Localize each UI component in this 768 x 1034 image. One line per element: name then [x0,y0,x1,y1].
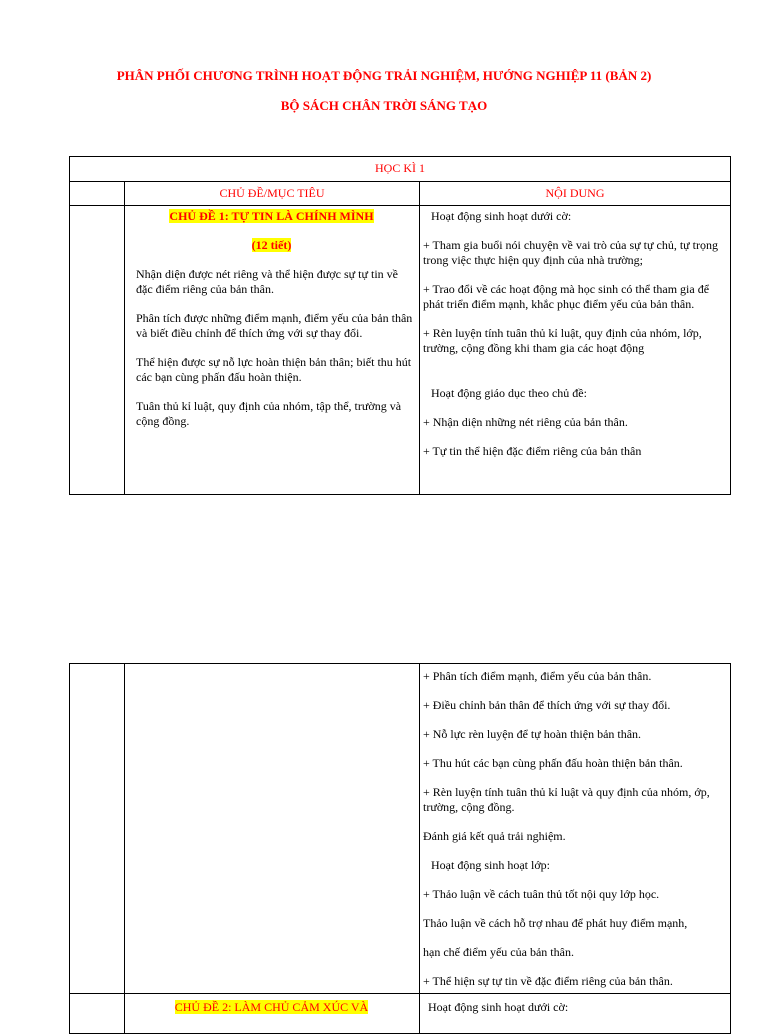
content-cell [420,206,731,495]
term-header: HỌC KÌ 1 [70,157,731,182]
topic-column-header: CHỦ ĐỀ/MỤC TIÊU [125,181,420,206]
document-subtitle: BỘ SÁCH CHÂN TRỜI SÁNG TẠO [280,98,488,113]
content-item: Đánh giá kết quả trải nghiệm. [423,829,566,843]
content-heading: Hoạt động giáo dục theo chủ đề: [431,386,587,400]
topic-cell [125,206,420,495]
continued-row [70,664,731,994]
topic-title: CHỦ ĐỀ 1: TỰ TIN LÀ CHÍNH MÌNH [169,209,374,223]
document-title: PHÂN PHỐI CHƯƠNG TRÌNH HOẠT ĐỘNG TRẢI NGHIỆM, HƯỚNG NGHIỆP 11 (BẢN 2) [116,68,652,83]
content-item: + Điều chỉnh bản thân để thích ứng với sự thay đổi. [423,698,671,712]
content-item: + Tham gia buổi nói chuyện về vai trò của sự tự chủ, tự trọng trong việc thực hiện quy định của nhà trường; [423,238,718,267]
content-item: Thảo luận về cách hỗ trợ nhau để phát huy điểm mạnh, [423,916,688,930]
content-item: + Nỗ lực rèn luyện để tự hoàn thiện bản thân. [423,727,642,741]
content-heading: Hoạt động sinh hoạt dưới cờ: [428,1000,569,1014]
topic-cell [125,664,420,994]
content-item: + Rèn luyện tính tuân thủ kỉ luật và quy định của nhóm, ớp, trường, cộng đồng. [423,785,710,814]
goal-item: Thể hiện được sự nỗ lực hoàn thiện bản thân; biết thu hút các bạn cùng phấn đấu hoàn thiện. [136,355,412,384]
content-heading: Hoạt động sinh hoạt dưới cờ: [431,209,572,223]
goal-item: Phân tích được những điểm mạnh, điểm yếu của bản thân và biết điều chỉnh để thích ứng với sự thay đổi. [136,311,413,340]
goal-item: Tuân thủ kỉ luật, quy định của nhóm, tập thể, trường và cộng đồng. [136,399,402,428]
goal-item: Nhận diện được nét riêng và thể hiện được sự tự tin về đặc điểm riêng của bản thân. [136,267,398,296]
content-item: + Thảo luận về cách tuân thủ tốt nội quy lớp học. [423,887,660,901]
content-item: + Trao đổi về các hoạt động mà học sinh có thể tham gia để phát triển điểm mạnh, khắc phục điểm yếu của bản thân. [423,282,710,311]
content-item: hạn chế điểm yếu của bản thân. [423,945,574,959]
topic2-title: CHỦ ĐỀ 2: LÀM CHỦ CẢM XÚC VÀ [174,1000,369,1014]
topic2-content-cell [420,994,731,1034]
content-column-header: NỘI DUNG [420,181,731,206]
content-item: + Nhận diện những nét riêng của bản thân. [423,415,628,429]
content-cell [420,664,731,994]
topic2-cell [125,994,420,1034]
index-cell [70,994,125,1034]
content-item: + Tự tin thể hiện đặc điểm riêng của bản thân [423,444,642,458]
content-heading: Hoạt động sinh hoạt lớp: [431,858,551,872]
content-item: + Rèn luyện tính tuân thủ kỉ luật, quy định của nhóm, lớp, trường, cộng đồng khi tham gia các hoạt động [423,326,702,355]
term-row [70,157,731,182]
curriculum-table-2 [69,663,731,1034]
content-item: + Thu hút các bạn cùng phấn đấu hoàn thiện bản thân. [423,756,683,770]
column-header-row [70,181,731,206]
content-item: + Thể hiện sự tự tin về đặc điểm riêng của bản thân. [423,974,673,988]
index-cell [70,206,125,495]
index-header [70,181,125,206]
curriculum-table-1 [69,156,731,495]
index-cell [70,664,125,994]
topic-row [70,206,731,495]
topic2-row [70,994,731,1034]
content-item: + Phân tích điểm mạnh, điểm yếu của bản thân. [423,669,652,683]
topic-periods: (12 tiết) [251,238,292,252]
